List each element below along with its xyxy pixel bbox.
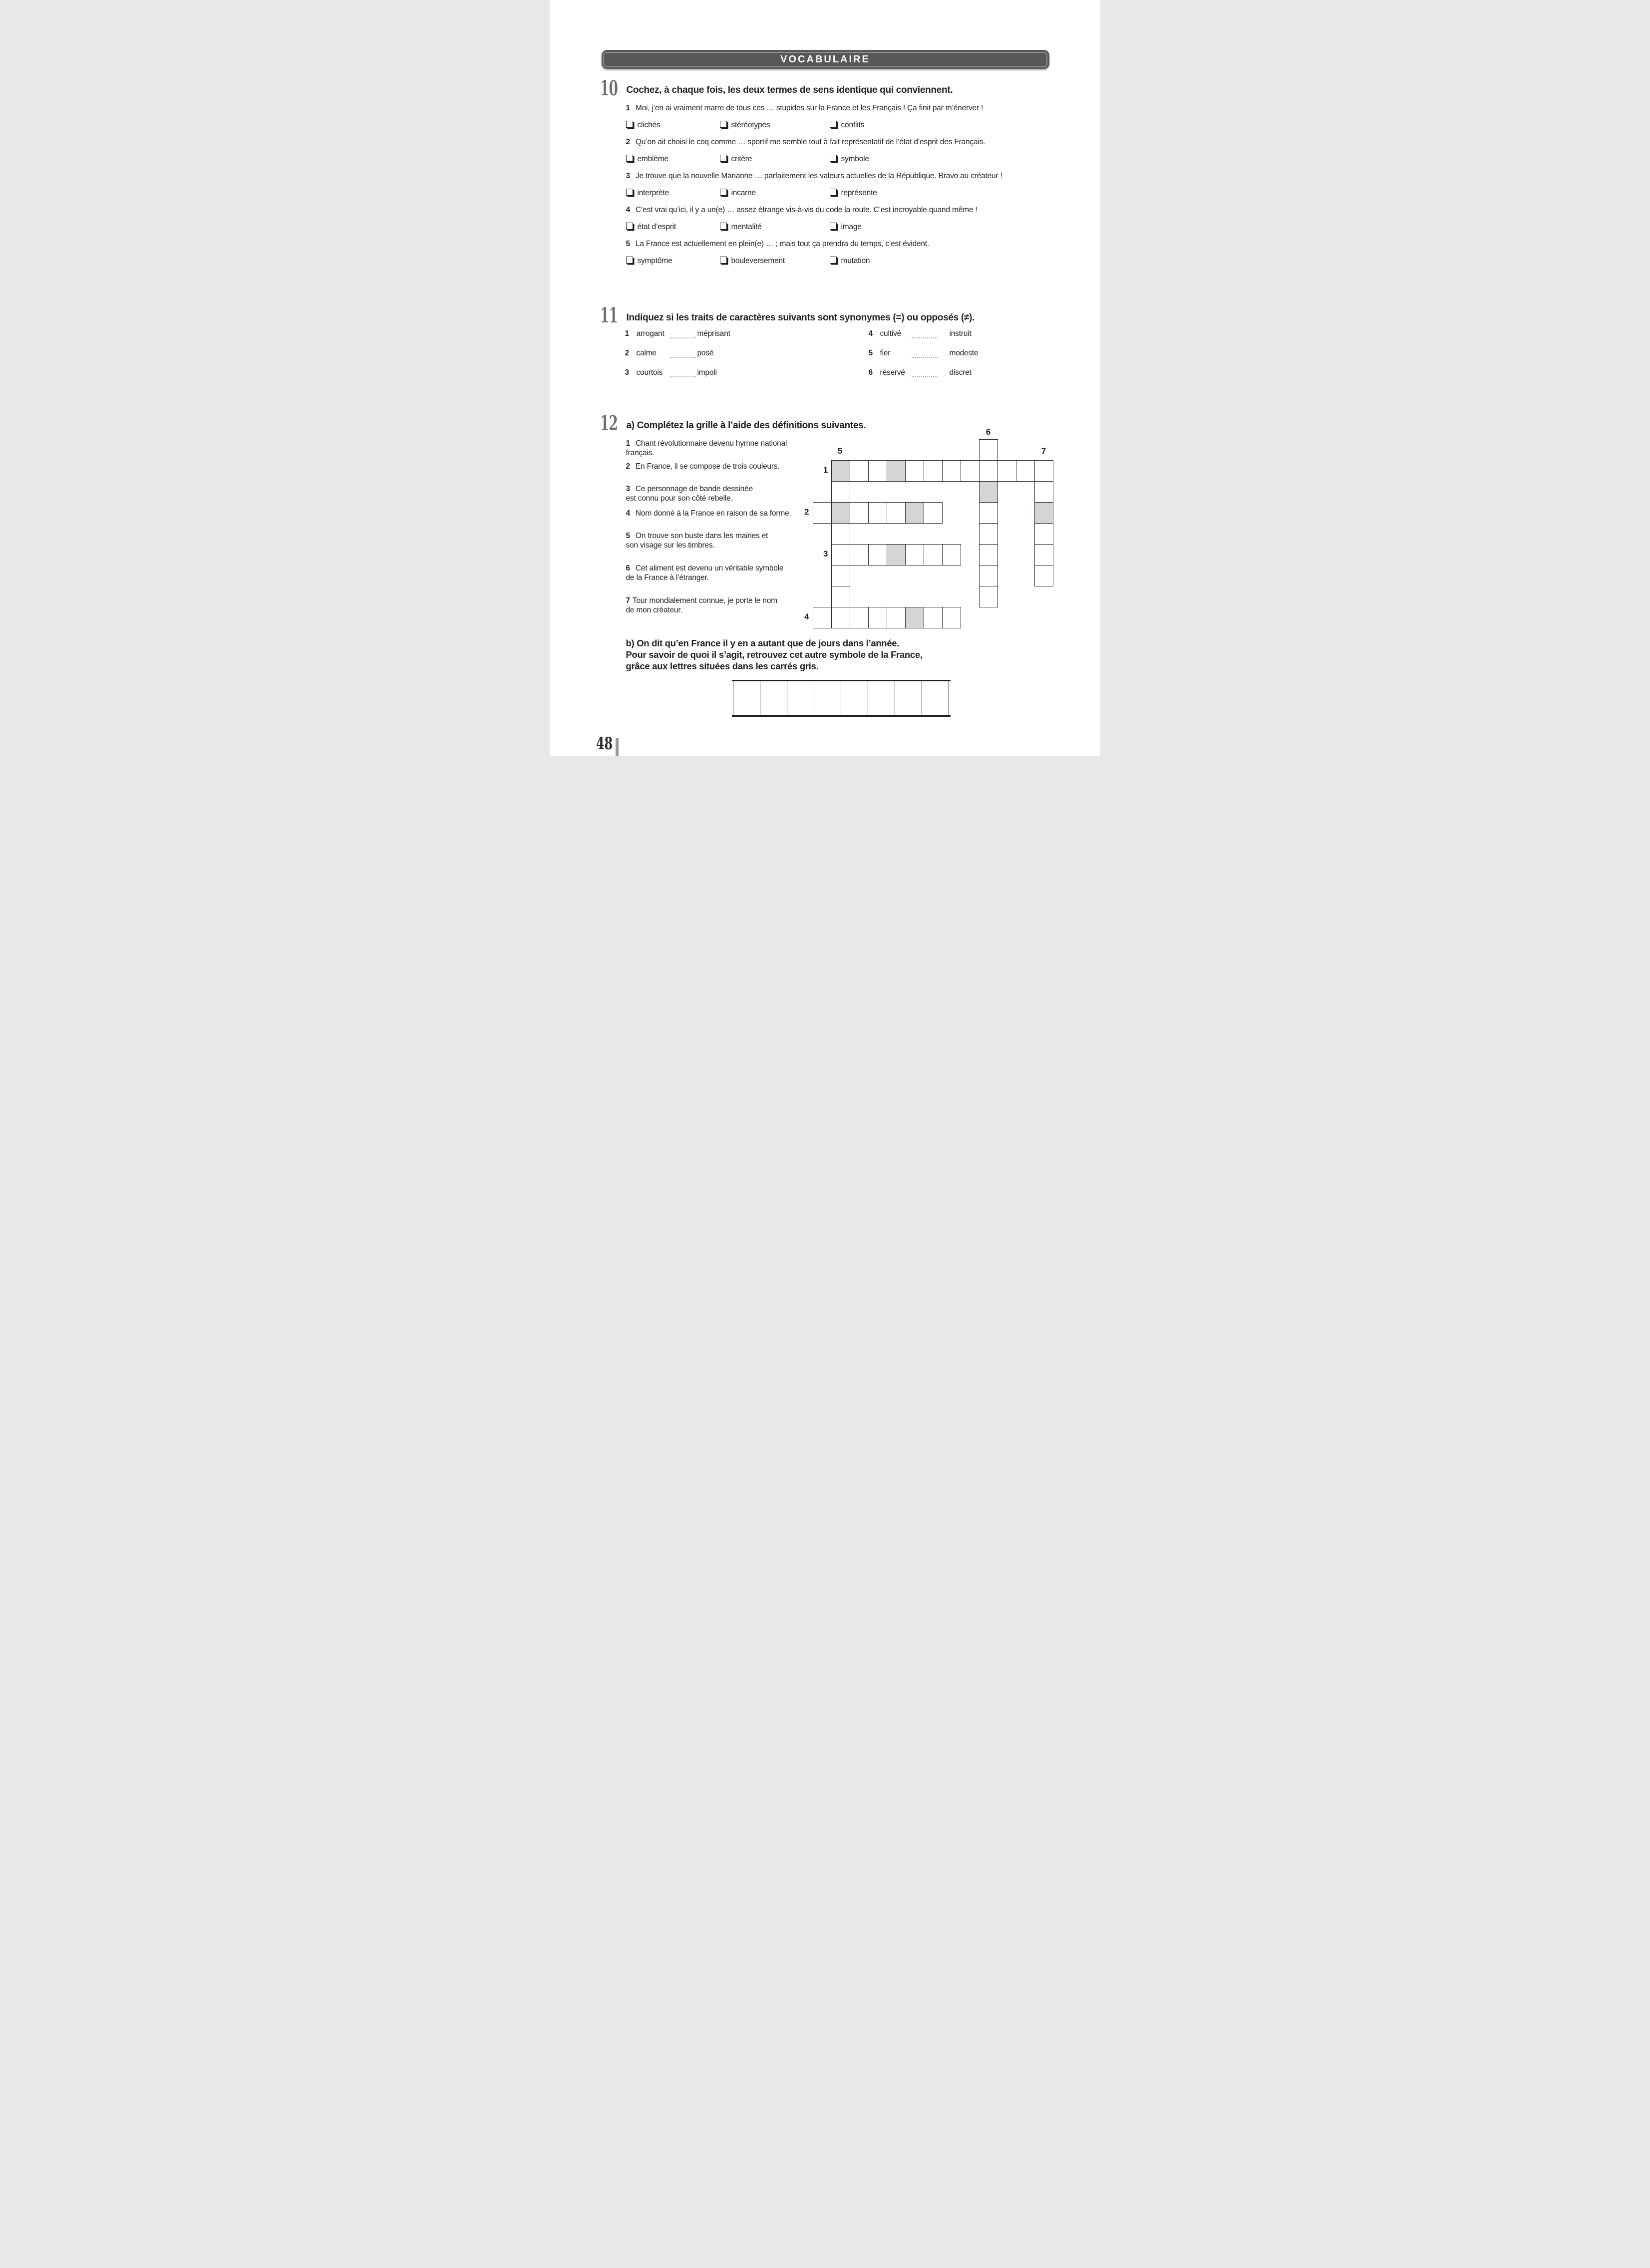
grid-label: 2	[804, 507, 809, 517]
item-text: Moi, j’en ai vraiment marre de tous ces … stupides sur la France et les Français ! Ça finit par m’énerver !	[635, 104, 984, 112]
grid-cell[interactable]	[924, 502, 943, 524]
item-number: 1	[626, 104, 630, 112]
definition-number: 3	[626, 485, 630, 493]
checkbox-icon[interactable]	[830, 189, 837, 196]
exercise-12-title-b	[626, 637, 923, 672]
grid-cell-gray[interactable]	[1034, 502, 1053, 524]
definition-item	[626, 462, 780, 471]
answer-cell[interactable]	[841, 680, 868, 716]
grid-cell[interactable]	[887, 607, 906, 628]
option-row	[626, 155, 1055, 164]
pair-word-right: modeste	[949, 349, 979, 357]
grid-cell[interactable]	[850, 460, 869, 482]
option	[626, 257, 672, 266]
grid-cell[interactable]	[813, 502, 832, 524]
pair-word-left: arrogant	[636, 329, 664, 338]
grid-cell[interactable]	[1016, 460, 1035, 482]
grid-cell[interactable]	[942, 460, 961, 482]
grid-cell[interactable]	[979, 586, 998, 607]
grid-cell[interactable]	[831, 565, 850, 586]
grid-cell[interactable]	[868, 460, 887, 482]
grid-label: 4	[804, 612, 809, 621]
option	[830, 121, 865, 130]
grid-cell-gray[interactable]	[887, 460, 906, 482]
grid-cell[interactable]	[961, 460, 980, 482]
pair-number: 2	[625, 349, 629, 357]
grid-label: 5	[837, 446, 843, 456]
checkbox-icon[interactable]	[720, 223, 727, 230]
grid-label: 7	[1041, 446, 1046, 456]
option	[720, 257, 785, 266]
answer-cell[interactable]	[868, 680, 895, 716]
answer-strip-top-border	[732, 680, 951, 681]
title-b-line: b) On dit qu’en France il y en a autant que de jours dans l’année.	[626, 638, 900, 648]
option-row	[626, 189, 1055, 198]
definition-number: 1	[626, 439, 630, 448]
option	[720, 121, 770, 130]
grid-cell[interactable]	[850, 502, 869, 524]
definition-item	[626, 531, 768, 550]
grid-cell[interactable]	[850, 544, 869, 566]
option	[720, 223, 762, 232]
option-label: emblème	[637, 155, 668, 163]
option-label: stéréotypes	[731, 121, 770, 129]
answer-cell[interactable]	[787, 680, 814, 716]
option	[830, 155, 869, 164]
option-label: symptôme	[637, 257, 672, 265]
checkbox-icon[interactable]	[830, 223, 837, 230]
definition-item	[626, 439, 811, 458]
answer-line[interactable]	[912, 369, 938, 377]
checkbox-icon[interactable]	[720, 189, 727, 196]
option-row	[626, 223, 1055, 232]
option-label: critère	[731, 155, 752, 163]
grid-cell[interactable]	[979, 439, 998, 461]
title-b-line: Pour savoir de quoi il s’agit, retrouvez cet autre symbole de la France,	[626, 649, 923, 660]
item-sentence	[626, 104, 984, 113]
grid-cell[interactable]	[997, 460, 1016, 482]
option	[626, 189, 669, 198]
option	[720, 189, 756, 198]
grid-cell[interactable]	[905, 460, 924, 482]
option	[626, 223, 676, 232]
option	[720, 155, 752, 164]
checkbox-icon[interactable]	[626, 189, 633, 196]
grid-cell-gray[interactable]	[831, 460, 850, 482]
grid-cell[interactable]	[924, 460, 943, 482]
grid-cell[interactable]	[905, 544, 924, 566]
grid-cell[interactable]	[831, 544, 850, 566]
grid-cell[interactable]	[1034, 565, 1053, 586]
grid-cell-gray[interactable]	[905, 502, 924, 524]
item-number: 5	[626, 240, 630, 248]
definition-number: 4	[626, 509, 630, 518]
option-label: clichés	[637, 121, 660, 129]
definition-text: Nom donné à la France en raison de sa forme.	[635, 509, 791, 518]
checkbox-icon[interactable]	[830, 257, 837, 264]
pair-number: 5	[868, 349, 873, 357]
definition-text: On trouve son buste dans les mairies et son visage sur les timbres.	[626, 532, 768, 550]
exercise-11-title: Indiquez si les traits de caractères suivants sont synonymes (=) ou opposés (≠).	[626, 312, 975, 323]
item-text: Je trouve que la nouvelle Marianne … parfaitement les valeurs actuelles de la République. Bravo au créateur !	[635, 172, 1002, 180]
grid-cell[interactable]	[924, 544, 943, 566]
checkbox-icon[interactable]	[626, 121, 633, 128]
grid-cell-gray[interactable]	[831, 502, 850, 524]
grid-cell-gray[interactable]	[979, 481, 998, 503]
grid-cell[interactable]	[887, 502, 906, 524]
option-row	[626, 121, 1055, 130]
grid-cell[interactable]	[868, 502, 887, 524]
option	[830, 223, 862, 232]
option-label: image	[841, 223, 862, 231]
pair-word-right: impoli	[697, 368, 717, 377]
answer-cell[interactable]	[814, 680, 841, 716]
grid-cell[interactable]	[979, 565, 998, 586]
pair-number: 4	[868, 329, 873, 338]
grid-label: 3	[823, 549, 828, 559]
grid-cell[interactable]	[979, 460, 998, 482]
definition-number: 6	[626, 564, 630, 572]
definition-text: Cet aliment est devenu un véritable symbole de la France à l’étranger.	[626, 564, 784, 582]
definition-item	[626, 564, 784, 582]
pair-word-left: calme	[636, 349, 657, 357]
pair-word-left: réservé	[880, 368, 905, 377]
pair-number: 3	[625, 368, 629, 377]
definition-number: 5	[626, 532, 630, 540]
checkbox-icon[interactable]	[720, 155, 727, 162]
item-number: 2	[626, 138, 630, 146]
option-row	[626, 257, 1055, 266]
grid-cell[interactable]	[868, 544, 887, 566]
grid-cell[interactable]	[1034, 523, 1053, 545]
grid-cell[interactable]	[868, 607, 887, 628]
answer-line[interactable]	[670, 369, 696, 377]
pair-row	[550, 368, 1100, 378]
exercise-10-number: 10	[600, 76, 618, 100]
header-bar	[602, 50, 1049, 69]
grid-cell-gray[interactable]	[887, 544, 906, 566]
exercise-10-title: Cochez, à chaque fois, les deux termes de sens identique qui conviennent.	[626, 85, 953, 95]
checkbox-icon[interactable]	[720, 257, 727, 264]
exercise-12-title-a: a) Complétez la grille à l’aide des définitions suivantes.	[626, 420, 866, 431]
option-label: symbole	[841, 155, 869, 163]
grid-cell[interactable]	[1034, 460, 1053, 482]
checkbox-icon[interactable]	[626, 223, 633, 230]
grid-cell[interactable]	[850, 607, 869, 628]
definition-item	[626, 509, 791, 518]
grid-label: 1	[823, 465, 828, 475]
pair-word-left: cultivé	[880, 329, 902, 338]
grid-cell[interactable]	[831, 607, 850, 628]
pair-number: 6	[868, 368, 873, 377]
grid-cell[interactable]	[831, 586, 850, 607]
option-label: conflits	[841, 121, 865, 129]
answer-strip	[733, 680, 950, 717]
exercise-12-number: 12	[600, 411, 618, 435]
definition-text: Chant révolutionnaire devenu hymne national français.	[626, 439, 787, 457]
grid-cell[interactable]	[942, 607, 961, 628]
grid-cell[interactable]	[813, 607, 832, 628]
footer-bar	[616, 738, 619, 756]
item-text: Qu’on ait choisi le coq comme … sportif me semble tout à fait représentatif de l’état d’esprit des Français.	[635, 138, 986, 146]
option-label: mutation	[841, 257, 870, 265]
grid-cell[interactable]	[979, 502, 998, 524]
pair-word-right: discret	[949, 368, 972, 377]
option-label: interprète	[637, 189, 669, 197]
answer-cell[interactable]	[922, 680, 949, 716]
option-label: état d’esprit	[637, 223, 676, 231]
pair-row	[550, 349, 1100, 359]
grid-cell[interactable]	[942, 544, 961, 566]
answer-line[interactable]	[912, 330, 938, 338]
page	[550, 0, 1100, 756]
answer-cell[interactable]	[895, 680, 922, 716]
crossword-grid	[804, 427, 1053, 628]
definition-item	[626, 596, 777, 615]
pair-word-left: fier	[880, 349, 891, 357]
option	[626, 121, 660, 130]
item-sentence	[626, 172, 1002, 181]
pair-word-left: courtois	[636, 368, 663, 377]
pair-word-right: instruit	[949, 329, 972, 338]
grid-cell[interactable]	[979, 544, 998, 566]
grid-cell[interactable]	[1034, 544, 1053, 566]
option	[830, 189, 877, 198]
pair-word-right: méprisant	[697, 329, 730, 338]
item-sentence	[626, 240, 930, 249]
grid-cell[interactable]	[831, 481, 850, 503]
answer-strip-bottom-border	[732, 715, 951, 717]
option-label: mentalité	[731, 223, 762, 231]
option-label: représente	[841, 189, 877, 197]
grid-cell[interactable]	[979, 523, 998, 545]
checkbox-icon[interactable]	[626, 155, 633, 162]
item-sentence	[626, 206, 978, 215]
page-number: 48	[596, 734, 613, 754]
grid-cell[interactable]	[924, 607, 943, 628]
checkbox-icon[interactable]	[720, 121, 727, 128]
checkbox-icon[interactable]	[626, 257, 633, 264]
pair-row	[550, 329, 1100, 339]
item-text: La France est actuellement en plein(e) … ; mais tout ça prendra du temps, c’est évident.	[635, 240, 929, 248]
answer-cell[interactable]	[733, 680, 760, 716]
title-b-line: grâce aux lettres situées dans les carrés gris.	[626, 661, 819, 671]
option-label: bouleversement	[731, 257, 785, 265]
grid-cell-gray[interactable]	[905, 607, 924, 628]
definition-text: Tour mondialement connue, je porte le nom de mon créateur.	[626, 596, 777, 614]
definition-number: 2	[626, 462, 630, 471]
grid-label: 6	[986, 427, 991, 437]
option	[626, 155, 668, 164]
option	[830, 257, 870, 266]
answer-cell[interactable]	[760, 680, 787, 716]
checkbox-icon[interactable]	[830, 155, 837, 162]
pair-word-right: posé	[697, 349, 714, 357]
answer-line[interactable]	[670, 349, 696, 358]
answer-line[interactable]	[912, 349, 938, 358]
option-label: incarne	[731, 189, 756, 197]
item-sentence	[626, 138, 986, 147]
header-title: VOCABULAIRE	[780, 54, 870, 65]
exercise-11-number: 11	[600, 303, 618, 327]
item-number: 4	[626, 206, 630, 214]
grid-cell[interactable]	[831, 523, 850, 545]
pair-number: 1	[625, 329, 629, 338]
item-number: 3	[626, 172, 630, 180]
item-text: C’est vrai qu’ici, il y a un(e) … assez étrange vis-à-vis du code la route. C’est incroyable quand même !	[635, 206, 978, 214]
checkbox-icon[interactable]	[830, 121, 837, 128]
definition-number: 7	[626, 596, 630, 605]
grid-cell[interactable]	[1034, 481, 1053, 503]
definition-text: Ce personnage de bande dessinée est connu pour son côté rebelle.	[626, 485, 753, 503]
answer-line[interactable]	[670, 330, 696, 338]
definition-item	[626, 484, 753, 503]
definition-text: En France, il se compose de trois couleurs.	[635, 462, 780, 471]
